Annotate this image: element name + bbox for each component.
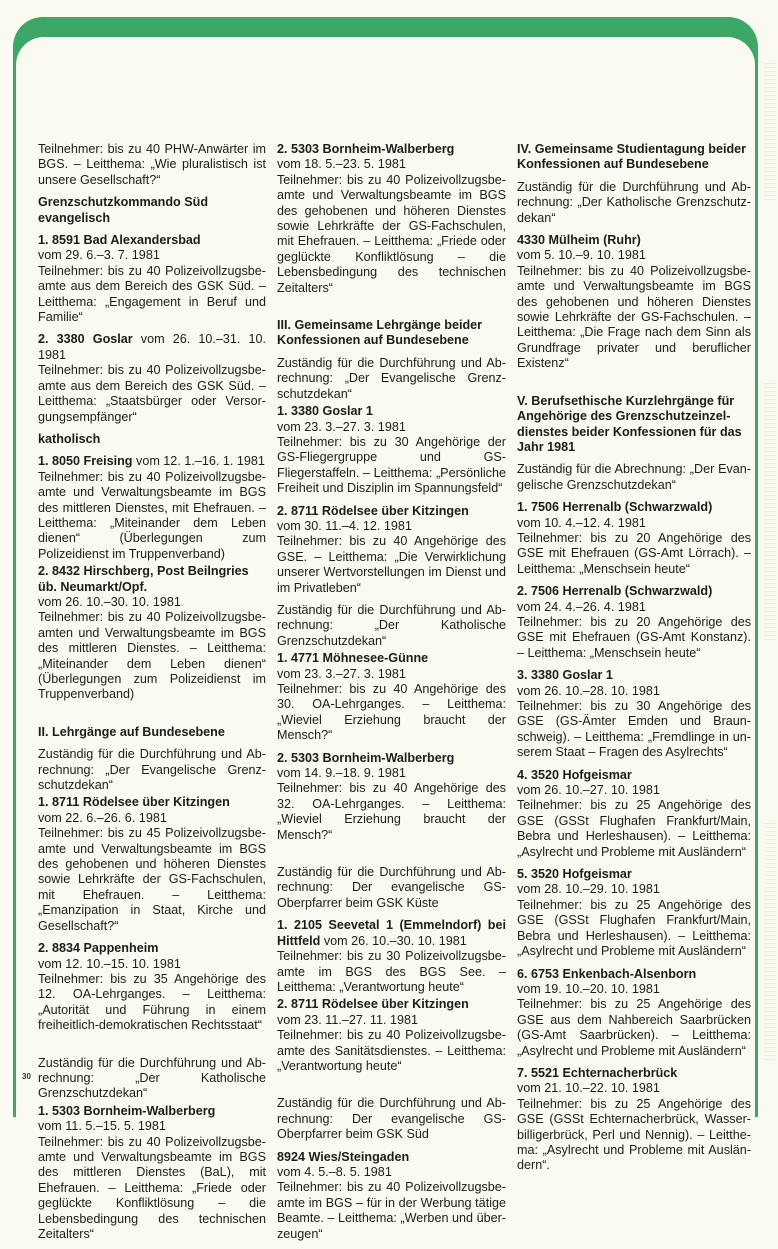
course-description: Teilnehmer: bis zu 30 Angehörige der GS-Fliegergruppe und GS-Fliegerstaffeln. – Leitthema: „Persönliche Freiheit und Disziplin im Spannungsfeld“ [277, 434, 506, 496]
course-title: 7. 5521 Echternacherbrück [517, 1065, 678, 1080]
course-entry [517, 668, 751, 760]
text-column-left [38, 142, 266, 1249]
scan-noise [764, 820, 776, 1060]
course-title: 4330 Mülheim (Ruhr) [517, 233, 641, 248]
course-title: 1. 3380 Goslar 1 [277, 404, 373, 419]
course-title: 2. 8711 Rödelsee über Kitzingen [277, 503, 469, 518]
course-description: Teilnehmer: bis zu 20 Angehörige des GSE mit Ehefrauen (GS-Amt Lörrach). – Leitthema: „Menschsein heute“ [517, 530, 751, 576]
course-date: vom 10. 4.–12. 4. 1981 [517, 515, 646, 530]
course-entry [277, 504, 506, 596]
section-heading: II. Lehrgänge auf Bundesebene [38, 724, 225, 739]
course-date: vom 23. 3.–27. 3. 1981 [277, 666, 406, 681]
course-date: vom 23. 11.–27. 11. 1981 [277, 1012, 418, 1027]
course-date: vom 18. 5.–23. 5. 1981 [277, 157, 406, 172]
course-entry [517, 867, 751, 959]
course-description: Teilnehmer: bis zu 40 Polizeivollzugsbeamte aus dem Bereich des GSK Süd. – Leitthema: „Staatsbürger oder Versorgungsempfänger“ [38, 363, 266, 424]
course-title: 2. 8711 Rödelsee über Kitzingen [277, 997, 469, 1012]
course-entry [277, 404, 506, 496]
course-title: 2. 5303 Bornheim-Walberberg [277, 750, 455, 765]
course-title: 2. 8834 Pappenheim [38, 941, 159, 956]
section-heading: IV. Gemeinsame Studientagung beider Konfessionen auf Bundesebene [517, 142, 747, 172]
course-description: Teilnehmer: bis zu 40 Polizeivollzugsbeamte und Verwaltungsbeamte im BGS des gehobenen und höheren Dienstes sowie Lehrkräfte der GS-Fachschulen. – Leitthema: „Die Frage nach dem Sinn als Grundfrage privater und beruflicher Existenz“ [517, 263, 751, 371]
course-description: Teilnehmer: bis zu 25 Angehörige des GSE (GSSt Echternacherbrück, Wasserbilligerbrück, Perl und Nennig). – Leitthema: „Asylrecht und Probleme mit Ausländern“. [517, 1096, 751, 1173]
course-description: Teilnehmer: bis zu 25 Angehörige des GSE (GSSt Flughafen Frankfurt/Main, Bebra und Herleshausen). – Leitthema: „Asylrecht und Probleme mit Ausländern“ [517, 897, 751, 959]
course-title: 1. 8591 Bad Alexandersbad [38, 233, 201, 248]
course-entry [38, 332, 266, 424]
course-entry [517, 768, 751, 860]
course-entry [517, 1066, 751, 1174]
course-date: vom 22. 6.–26. 6. 1981 [38, 810, 167, 825]
section-heading: V. Berufsethische Kurzlehrgänge für Angehörige des Grenzschutzeinzeldienstes beider Konfessionen für das Jahr 1981 [517, 393, 742, 454]
course-title: 1. 2105 Seevetal 1 (Emmelndorf) bei Hittfeld [277, 918, 506, 948]
paragraph: Zuständig für die Durchführung und Abrechnung: „Der Katholische Grenzschutzdekan“ [38, 1055, 266, 1101]
course-description: Teilnehmer: bis zu 40 Polizeivollzugsbeamte und Verwaltungsbeamte im BGS des mittleren Dienstes (BaL), mit Ehefrauen. – Leitthema: „Friede oder geglückte Konfliktlösung – die Lebensbedingung des technischen Zeitalters“ [38, 1134, 266, 1241]
paragraph: Zuständig für die Durchführung und Abrechnung: „Der Katholische Grenzschutzdekan“ [517, 179, 751, 225]
course-description: Teilnehmer: bis zu 20 Angehörige des GSE mit Ehefrauen (GS-Amt Konstanz). – Leitthema: „Menschsein heute“ [517, 614, 751, 660]
course-description: Teilnehmer: bis zu 40 Polizeivollzugsbeamte und Verwaltungsbeamte im BGS des mittleren Dienstes, mit Ehefrauen. – Leitthema: „Miteinander dem Leben dienen“ (Überlegungen zum Polizeidienst im Truppenverband) [38, 469, 266, 561]
course-title: 1. 4771 Möhnesee-Günne [277, 651, 429, 666]
course-title: 2. 3380 Goslar [38, 332, 133, 347]
course-title: 1. 7506 Herrenalb (Schwarzwald) [517, 500, 713, 515]
paragraph: Zuständig für die Durchführung und Abrechnung: Der evangelische GS-Oberpfarrer beim GSK Süd [277, 1096, 506, 1142]
course-date: vom 28. 10.–29. 10. 1981 [517, 882, 660, 897]
page-number: 30 [22, 1072, 31, 1081]
paragraph: Zuständig für die Durchführung und Abrechnung: Der evangelische GS-Oberpfarrer beim GSK Küste [277, 865, 506, 910]
course-entry [277, 751, 506, 843]
course-description: Teilnehmer: bis zu 35 Angehörige des 12. OA-Lehrganges. – Leitthema: „Autorität und Führung in einem freiheitlich-demokratischen Rechtsstaat“ [38, 971, 266, 1033]
course-entry [517, 500, 751, 577]
scan-noise [764, 380, 776, 640]
course-entry [38, 564, 266, 703]
course-title: 2. 7506 Herrenalb (Schwarzwald) [517, 584, 713, 599]
course-title: 1. 8711 Rödelsee über Kitzingen [38, 795, 230, 810]
course-date: vom 4. 5.–8. 5. 1981 [277, 1164, 392, 1179]
course-description: Teilnehmer: bis zu 40 Polizeivollzugsbeamte und Verwaltungsbeamte im BGS des gehobenen und höheren Dienstes sowie Lehrkräfte der GS-Fachschulen, mit Ehefrauen. – Leitthema: „Friede oder geglückte Konfliktlösung – die Lebensbedingung des technischen Zeitalters“ [277, 172, 506, 295]
course-description: Teilnehmer: bis zu 40 Angehörige des 30. OA-Lehrganges. – Leitthema: „Wieviel Erziehung braucht der Mensch?“ [277, 682, 506, 743]
course-entry [277, 142, 506, 296]
paragraph: Zuständig für die Durchführung und Abrechnung: „Der Evangelische Grenzschutzdekan“ [38, 747, 266, 793]
course-entry [517, 584, 751, 661]
course-date: vom 24. 4.–26. 4. 1981 [517, 599, 646, 614]
course-date: vom 21. 10.–22. 10. 1981 [517, 1081, 660, 1096]
course-title: 6. 6753 Enkenbach-Alsenborn [517, 966, 697, 981]
course-description: Teilnehmer: bis zu 25 Angehörige des GSE (GSSt Flughafen Frankfurt/Main, Bebra und Herleshausen). – Leitthema: „Asylrecht und Probleme mit Ausländern“ [517, 798, 751, 859]
course-description: Teilnehmer: bis zu 40 Polizeivollzugsbeamte aus dem Bereich des GSK Süd. – Leitthema: „Engagement in Beruf und Familie“ [38, 263, 266, 325]
section-heading: III. Gemeinsame Lehrgänge beider Konfessionen auf Bundesebene [277, 318, 483, 348]
course-date: vom 12. 10.–15. 10. 1981 [38, 956, 181, 971]
section-heading: katholisch [38, 431, 101, 446]
course-description: Teilnehmer: bis zu 40 Polizeivollzugsbeamte des Sanitätsdienstes. – Leitthema: „Verantwortung heute“ [277, 1028, 506, 1073]
course-entry [38, 233, 266, 325]
paragraph: Zuständig für die Durchführung und Abrechnung: „Der Katholische Grenzschutzdekan“ [277, 602, 506, 648]
course-date: vom 26. 10.–28. 10. 1981 [517, 683, 660, 698]
paragraph: Zuständig für die Abrechnung: „Der Evangelische Grenzschutzdekan“ [517, 462, 751, 492]
course-date: vom 14. 9.–18. 9. 1981 [277, 766, 406, 781]
course-date: vom 30. 11.–4. 12. 1981 [277, 518, 412, 533]
course-title: 4. 3520 Hofgeismar [517, 767, 632, 782]
course-entry [277, 997, 506, 1074]
course-description: Teilnehmer: bis zu 40 Angehörige des 32. OA-Lehrganges. – Leitthema: „Wieviel Erziehung braucht der Mensch?“ [277, 781, 506, 842]
course-entry [277, 1150, 506, 1242]
course-description: Teilnehmer: bis zu 40 Angehörige des GSE. – Leitthema: „Die Verwirklichung unserer Wertvorstellungen im Dienst und im Privatleben“ [277, 534, 506, 595]
course-title: 2. 5303 Bornheim-Walberberg [277, 142, 455, 156]
course-title: 1. 8050 Freising [38, 454, 133, 469]
course-date: vom 11. 5.–15. 5. 1981 [38, 1119, 166, 1134]
course-description: Teilnehmer: bis zu 40 Polizeivollzugsbeamte im BGS – für in der Werbung tätige Beamte. – Leitthema: „Werben und überzeugen“ [277, 1180, 506, 1241]
course-date: vom 26. 10.–30. 10. 1981 [38, 594, 181, 609]
paragraph: Zuständig für die Durchführung und Abrechnung: „Der Evangelische Grenzschutzdekan“ [277, 355, 506, 401]
course-entry [38, 795, 266, 934]
course-description: Teilnehmer: bis zu 30 Angehörige des GSE (GS-Ämter Emden und Braunschweig). – Leitthema: „Fremdlinge in unserem Staat – Fragen des Asylrechts“ [517, 699, 751, 760]
section-heading: Grenzschutzkommando Süd evangelisch [38, 195, 209, 225]
course-date: vom 23. 3.–27. 3. 1981 [277, 419, 406, 434]
course-date: vom 26. 10.–31. 10. 1981 [38, 332, 266, 362]
course-entry [517, 967, 751, 1059]
course-title: 5. 3520 Hofgeismar [517, 867, 632, 882]
course-date: vom 12. 1.–16. 1. 1981 [136, 454, 265, 469]
course-entry [38, 454, 266, 562]
course-title: 3. 3380 Goslar 1 [517, 668, 613, 683]
course-date: vom 5. 10.–9. 10. 1981 [517, 248, 646, 263]
text-column-right [517, 142, 751, 1181]
course-entry [38, 941, 266, 1033]
course-date: vom 19. 10.–20. 10. 1981 [517, 981, 660, 996]
course-description: Teilnehmer: bis zu 30 Polizeivollzugsbeamte im BGS des BGS See. – Leitthema: „Verantwortung heute“ [277, 949, 506, 994]
course-description: Teilnehmer: bis zu 40 Polizeivollzugsbeamten und Verwaltungsbeamte im BGS des mittleren Dienstes. – Leitthema: „Miteinander dem Leben dienen“ (Überlegungen zum Polizeidienst im Truppenverband) [38, 610, 266, 702]
course-entry [517, 233, 751, 372]
course-entry [277, 918, 506, 995]
course-title: 2. 8432 Hirschberg, Post Beilngries üb. Neumarkt/Opf. [38, 564, 249, 594]
course-date: vom 29. 6.–3. 7. 1981 [38, 248, 160, 263]
course-entry [38, 1104, 266, 1243]
course-description: Teilnehmer: bis zu 25 Angehörige des GSE aus dem Nahbereich Saarbrücken (GS-Amt Saarbrücken). – Leitthema: „Asylrecht und Probleme mit Ausländern“ [517, 997, 751, 1058]
text-column-middle [277, 142, 506, 1249]
course-description: Teilnehmer: bis zu 45 Polizeivollzugsbeamte und Verwaltungsbeamte im BGS des gehobenen und höheren Dienstes sowie Lehrkräfte der GS-Fachschulen, mit Ehefrauen. – Leitthema: „Emanzipation in Staat, Kirche und Gesellschaft?“ [38, 826, 266, 933]
paragraph: Teilnehmer: bis zu 40 PHW-Anwärter im BGS. – Leitthema: „Wie pluralistisch ist unsere Gesellschaft?“ [38, 142, 266, 187]
course-title: 1. 5303 Bornheim-Walberberg [38, 1103, 216, 1118]
scan-noise [764, 60, 776, 200]
course-date: vom 26. 10.–27. 10. 1981 [517, 783, 660, 798]
course-title: 8924 Wies/Steingaden [277, 1149, 410, 1164]
course-date: vom 26. 10.–30. 10. 1981 [323, 933, 467, 948]
course-entry [277, 651, 506, 743]
